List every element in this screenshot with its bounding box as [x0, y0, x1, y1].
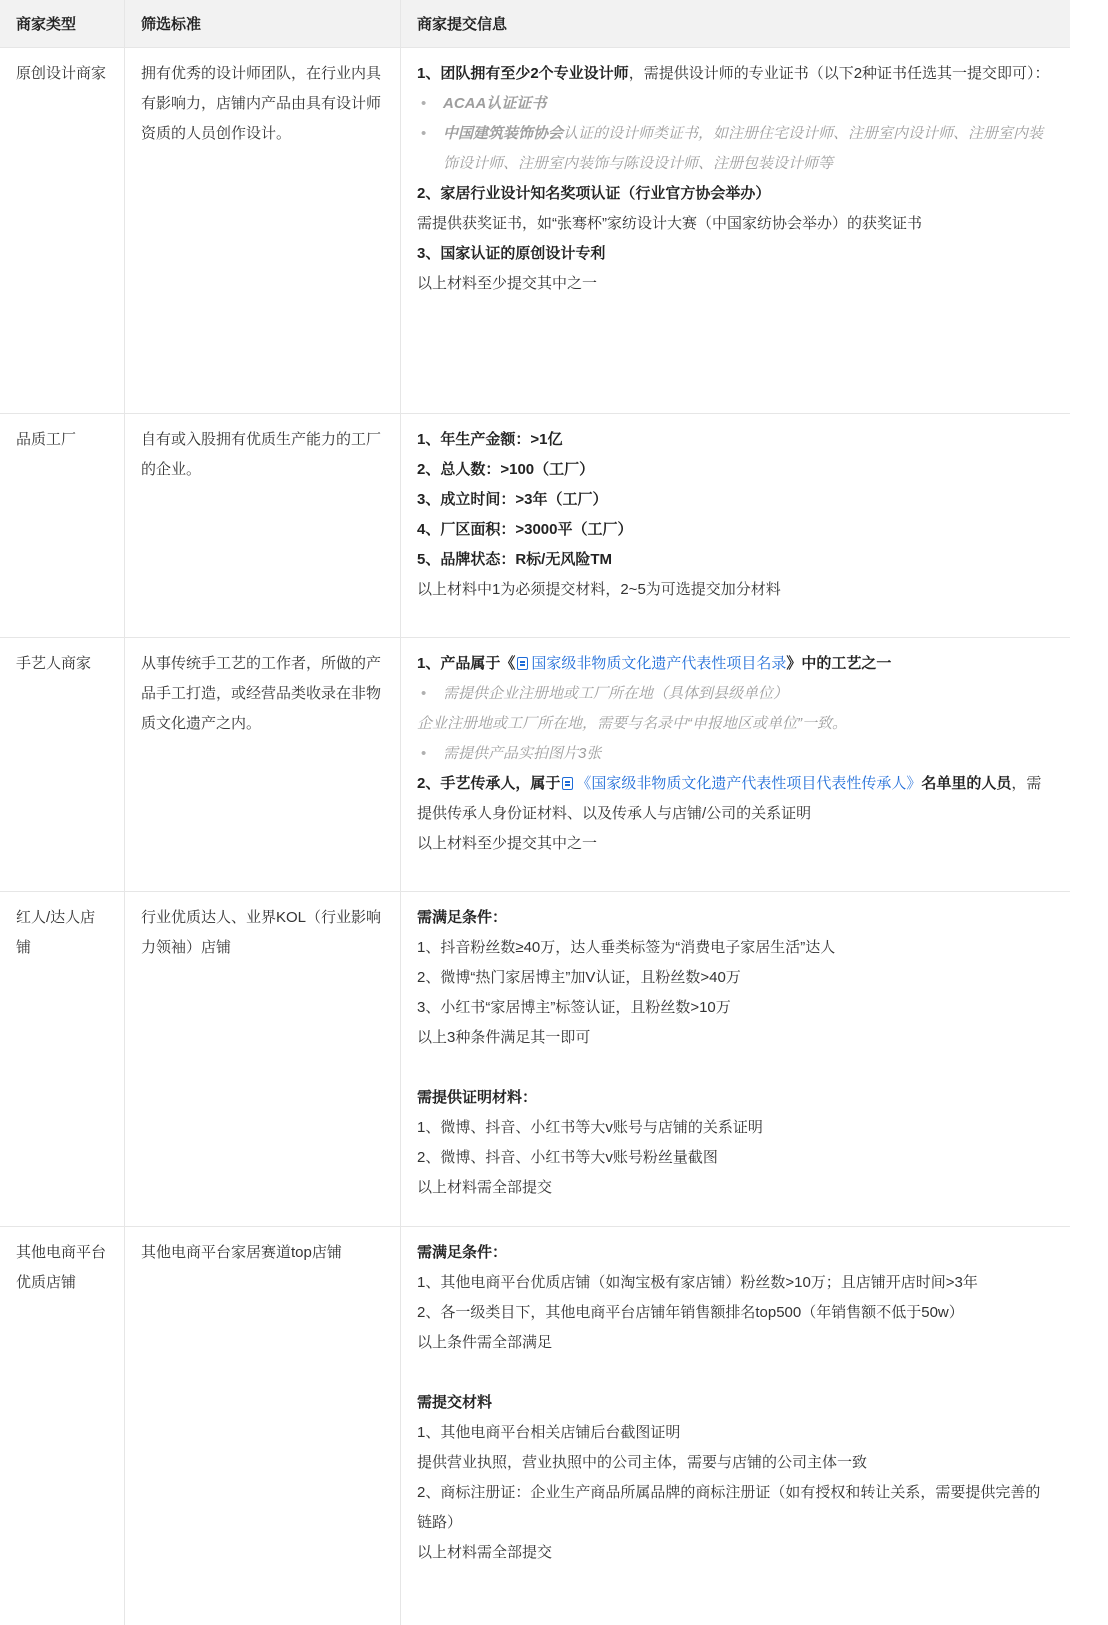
materials-note: 以上材料需全部提交: [417, 1544, 553, 1561]
condition-item: 2、各一级类目下，其他电商平台店铺年销售额排名top500（年销售额不低于50w）: [417, 1304, 964, 1321]
table-row-craftsman: [0, 638, 1070, 892]
submission-info: [401, 48, 1070, 413]
document-icon: [562, 777, 573, 790]
craft-requirement-2: 2、手艺传承人，属于 《国家级非物质文化遗产代表性项目代表性传承人》名单里的人员，需提供传承人身份证材料、以及传承人与店铺/公司的关系证明: [417, 775, 1042, 822]
factory-item-3: 3、成立时间：>3年（工厂）: [417, 491, 608, 508]
material-item: 2、商标注册证：企业生产商品所属品牌的商标注册证（如有授权和转让关系，需要提供完善的链路）: [417, 1484, 1041, 1531]
row-note: 以上材料中1为必须提交材料，2~5为可选提交加分材料: [417, 581, 781, 598]
document-icon: [517, 657, 528, 670]
bullet-acaa: • ACAA认证证书: [417, 89, 1054, 119]
material-item: 1、其他电商平台相关店铺后台截图证明: [417, 1424, 681, 1441]
condition-item: 3、小红书“家居博主”标签认证，且粉丝数>10万: [417, 999, 731, 1016]
material-item: 2、微博、抖音、小红书等大v账号粉丝量截图: [417, 1149, 718, 1166]
inheritor-list-link[interactable]: 《国家级非物质文化遗产代表性项目代表性传承人》: [576, 775, 922, 792]
materials-heading: 需提交材料: [417, 1394, 493, 1411]
requirement-3: 3、国家认证的原创设计专利: [417, 245, 606, 262]
merchant-type: 手艺人商家: [0, 638, 125, 891]
submission-info: [401, 892, 1070, 1226]
bullet-cbda: • 中国建筑装饰协会认证的设计师类证书，如注册住宅设计师、注册室内设计师、注册室内装饰设计师、注册室内装饰与陈设设计师、注册包装设计师等: [417, 119, 1054, 179]
criteria: 自有或入股拥有优质生产能力的工厂的企业。: [125, 414, 401, 637]
row-note: 以上材料至少提交其中之一: [417, 835, 598, 852]
header-submission: 商家提交信息: [417, 16, 508, 33]
table-header: [0, 0, 1070, 48]
conditions-note: 以上3种条件满足其一即可: [417, 1029, 591, 1046]
table-row-quality-factory: [0, 414, 1070, 638]
bullet-photos: • 需提供产品实拍图片3张: [417, 739, 1054, 769]
conditions-heading: 需满足条件：: [417, 1244, 508, 1261]
requirement-2-desc: 需提供获奖证书，如“张骞杯”家纺设计大赛（中国家纺协会举办）的获奖证书: [417, 215, 922, 232]
criteria: 拥有优秀的设计师团队，在行业内具有影响力，店铺内产品由具有设计师资质的人员创作设计。: [125, 48, 401, 413]
bullet-registration: • 需提供企业注册地或工厂所在地（具体到县级单位）: [417, 679, 1054, 709]
table-row-other-platform: [0, 1227, 1070, 1625]
conditions-note: 以上条件需全部满足: [417, 1334, 553, 1351]
criteria: 行业优质达人、业界KOL（行业影响力领袖）店铺: [125, 892, 401, 1226]
merchant-type: 其他电商平台优质店铺: [0, 1227, 125, 1625]
factory-item-4: 4、厂区面积：>3000平（工厂）: [417, 521, 633, 538]
merchant-type: 品质工厂: [0, 414, 125, 637]
factory-item-2: 2、总人数：>100（工厂）: [417, 461, 595, 478]
header-criteria: 筛选标准: [125, 0, 401, 47]
factory-item-5: 5、品牌状态：R标/无风险TM: [417, 551, 613, 568]
factory-item-1: 1、年生产金额：>1亿: [417, 431, 563, 448]
criteria: 从事传统手工艺的工作者，所做的产品手工打造，或经营品类收录在非物质文化遗产之内。: [125, 638, 401, 891]
condition-item: 2、微博“热门家居博主”加V认证，且粉丝数>40万: [417, 969, 741, 986]
materials-note: 以上材料需全部提交: [417, 1179, 553, 1196]
conditions-heading: 需满足条件：: [417, 909, 508, 926]
header-merchant-type: 商家类型: [0, 0, 125, 47]
submission-info: [401, 638, 1070, 891]
submission-info: [401, 414, 1070, 637]
materials-heading: 需提供证明材料：: [417, 1089, 538, 1106]
merchant-type: 原创设计商家: [0, 48, 125, 413]
registration-note: 企业注册地或工厂所在地，需要与名录中“申报地区或单位”一致。: [417, 715, 847, 732]
requirement-1: 1、团队拥有至少2个专业设计师，需提供设计师的专业证书（以下2种证书任选其一提交即可）：: [417, 65, 1050, 82]
material-item-desc: 提供营业执照，营业执照中的公司主体，需要与店铺的公司主体一致: [417, 1454, 868, 1471]
table-row-original-design: [0, 48, 1070, 414]
craft-requirement-1: 1、产品属于《 国家级非物质文化遗产代表性项目名录》中的工艺之一: [417, 655, 892, 672]
heritage-list-link[interactable]: 国家级非物质文化遗产代表性项目名录: [531, 655, 787, 672]
material-item: 1、微博、抖音、小红书等大v账号与店铺的关系证明: [417, 1119, 763, 1136]
requirement-2: 2、家居行业设计知名奖项认证（行业官方协会举办）: [417, 185, 771, 202]
criteria: 其他电商平台家居赛道top店铺: [125, 1227, 401, 1625]
table-row-influencer: [0, 892, 1070, 1227]
submission-info: [401, 1227, 1070, 1625]
condition-item: 1、其他电商平台优质店铺（如淘宝极有家店铺）粉丝数>10万；且店铺开店时间>3年: [417, 1274, 978, 1291]
condition-item: 1、抖音粉丝数≥40万，达人垂类标签为“消费电子家居生活”达人: [417, 939, 836, 956]
merchant-type: 红人/达人店铺: [0, 892, 125, 1226]
row-note: 以上材料至少提交其中之一: [417, 275, 598, 292]
